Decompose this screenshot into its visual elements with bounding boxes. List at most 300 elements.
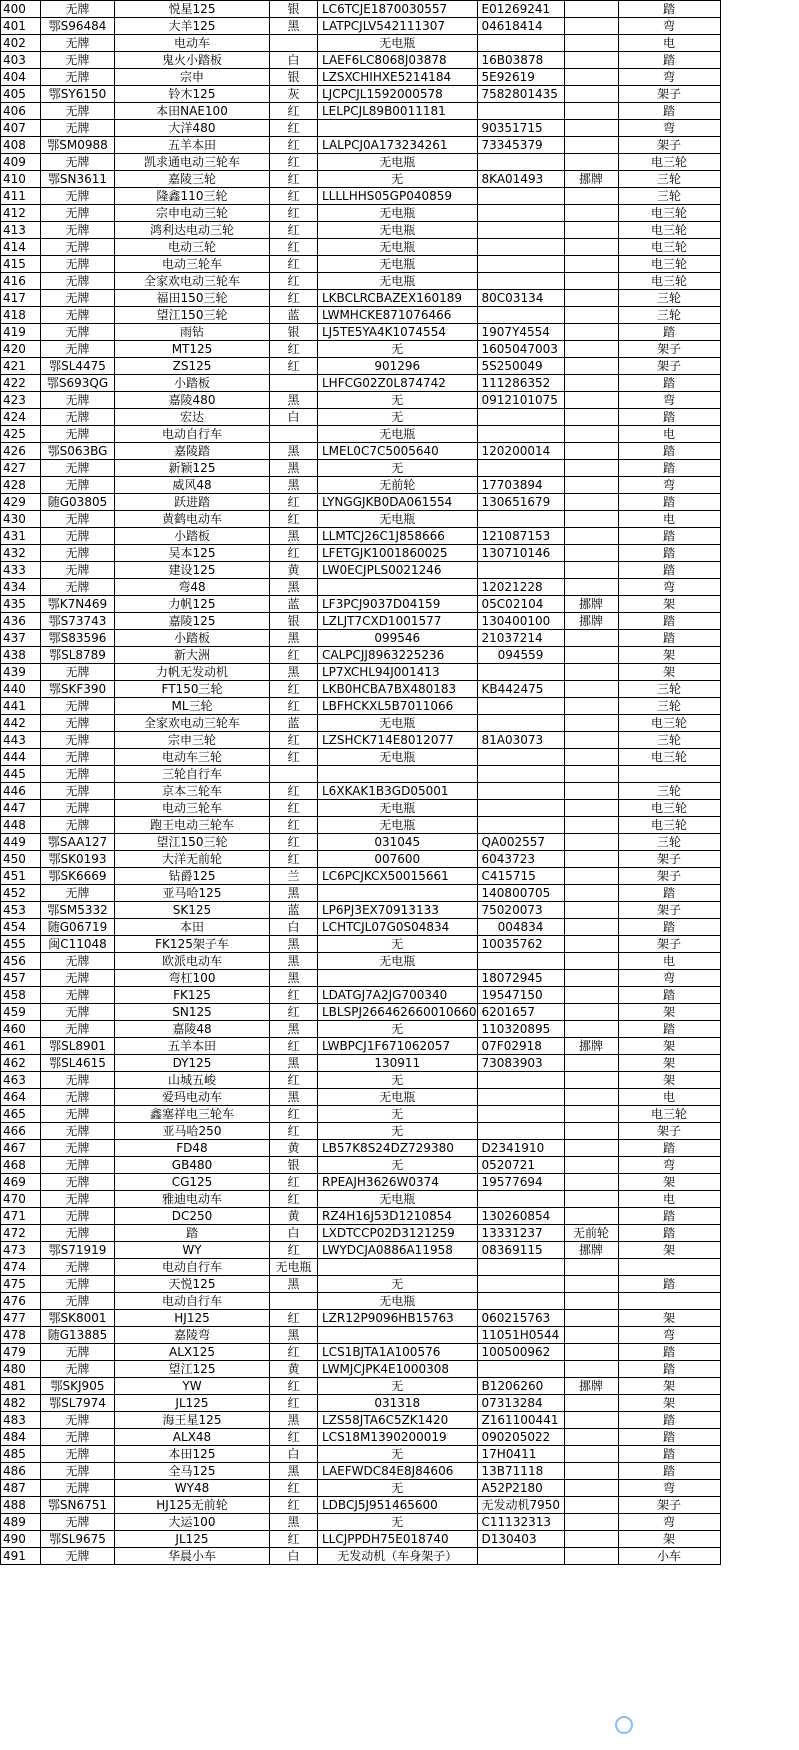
table-row: [1, 35, 721, 52]
plate-cell: 无牌: [41, 1004, 115, 1021]
color-cell: 黑: [270, 664, 318, 681]
model-cell: 鑫塞祥电三轮车: [115, 1106, 270, 1123]
color-cell: 黑: [270, 1089, 318, 1106]
note-cell: [564, 1514, 618, 1531]
table-row: [1, 749, 721, 766]
table-row: [1, 1225, 721, 1242]
type-cell: 踏: [618, 630, 720, 647]
engine-cell: 130260854: [477, 1208, 564, 1225]
vin-cell: 无电瓶: [318, 1293, 478, 1310]
engine-cell: [477, 307, 564, 324]
model-cell: 华晨小车: [115, 1548, 270, 1565]
vin-cell: 130911: [318, 1055, 478, 1072]
row-number: 403: [1, 52, 41, 69]
vin-cell: LC6PCJKCX50015661: [318, 868, 478, 885]
plate-cell: 鄂S71919: [41, 1242, 115, 1259]
model-cell: 五羊本田: [115, 137, 270, 154]
row-number: 438: [1, 647, 41, 664]
engine-cell: 90351715: [477, 120, 564, 137]
note-cell: [564, 1446, 618, 1463]
note-cell: [564, 290, 618, 307]
plate-cell: 无牌: [41, 1191, 115, 1208]
vin-cell: LJ5TE5YA4K1074554: [318, 324, 478, 341]
type-cell: 电: [618, 35, 720, 52]
table-row: [1, 1038, 721, 1055]
engine-cell: 0520721: [477, 1157, 564, 1174]
plate-cell: 无牌: [41, 426, 115, 443]
engine-cell: B1206260: [477, 1378, 564, 1395]
plate-cell: 无牌: [41, 1225, 115, 1242]
color-cell: 红: [270, 222, 318, 239]
plate-cell: 无牌: [41, 885, 115, 902]
row-number: 462: [1, 1055, 41, 1072]
engine-cell: [477, 800, 564, 817]
type-cell: 弯: [618, 477, 720, 494]
note-cell: [564, 1531, 618, 1548]
plate-cell: 无牌: [41, 698, 115, 715]
color-cell: 黄: [270, 1361, 318, 1378]
row-number: 448: [1, 817, 41, 834]
color-cell: [270, 1293, 318, 1310]
table-row: [1, 1208, 721, 1225]
model-cell: 电动三轮车: [115, 256, 270, 273]
plate-cell: 无牌: [41, 188, 115, 205]
note-cell: [564, 426, 618, 443]
vin-cell: 901296: [318, 358, 478, 375]
type-cell: [618, 1259, 720, 1276]
model-cell: ALX48: [115, 1429, 270, 1446]
engine-cell: [477, 460, 564, 477]
engine-cell: [477, 562, 564, 579]
type-cell: 架子: [618, 1497, 720, 1514]
row-number: 460: [1, 1021, 41, 1038]
plate-cell: 鄂SL4475: [41, 358, 115, 375]
plate-cell: 无牌: [41, 1123, 115, 1140]
model-cell: 电动三轮车: [115, 800, 270, 817]
type-cell: 架: [618, 1038, 720, 1055]
row-number: 454: [1, 919, 41, 936]
vin-cell: [318, 766, 478, 783]
type-cell: 弯: [618, 1157, 720, 1174]
color-cell: 红: [270, 1531, 318, 1548]
table-row: [1, 885, 721, 902]
row-number: 436: [1, 613, 41, 630]
plate-cell: 鄂SK8001: [41, 1310, 115, 1327]
note-cell: 挪牌: [564, 1378, 618, 1395]
vin-cell: 无电瓶: [318, 222, 478, 239]
engine-cell: [477, 1072, 564, 1089]
row-number: 424: [1, 409, 41, 426]
type-cell: 电三轮: [618, 154, 720, 171]
color-cell: 红: [270, 851, 318, 868]
table-row: [1, 52, 721, 69]
note-cell: [564, 885, 618, 902]
color-cell: 黄: [270, 562, 318, 579]
color-cell: 红: [270, 800, 318, 817]
row-number: 421: [1, 358, 41, 375]
note-cell: [564, 358, 618, 375]
plate-cell: 鄂SN3611: [41, 171, 115, 188]
model-cell: 海王星125: [115, 1412, 270, 1429]
model-cell: GB480: [115, 1157, 270, 1174]
color-cell: 黑: [270, 970, 318, 987]
note-cell: [564, 1293, 618, 1310]
plate-cell: 鄂SM0988: [41, 137, 115, 154]
plate-cell: 鄂SY6150: [41, 86, 115, 103]
plate-cell: 无牌: [41, 1463, 115, 1480]
color-cell: 白: [270, 52, 318, 69]
note-cell: [564, 460, 618, 477]
type-cell: 电三轮: [618, 1106, 720, 1123]
table-row: [1, 1310, 721, 1327]
row-number: 409: [1, 154, 41, 171]
engine-cell: [477, 239, 564, 256]
plate-cell: 无牌: [41, 1293, 115, 1310]
engine-cell: 16B03878: [477, 52, 564, 69]
model-cell: 雨钻: [115, 324, 270, 341]
vin-cell: 无电瓶: [318, 953, 478, 970]
row-number: 422: [1, 375, 41, 392]
engine-cell: [477, 1106, 564, 1123]
color-cell: 红: [270, 511, 318, 528]
model-cell: 力帆125: [115, 596, 270, 613]
color-cell: 银: [270, 1, 318, 18]
plate-cell: 无牌: [41, 1140, 115, 1157]
model-cell: YW: [115, 1378, 270, 1395]
vin-cell: LBLSPJ266462660010660: [318, 1004, 478, 1021]
color-cell: 白: [270, 1225, 318, 1242]
vin-cell: LFETGJK1001860025: [318, 545, 478, 562]
model-cell: SN125: [115, 1004, 270, 1021]
plate-cell: 无牌: [41, 1089, 115, 1106]
color-cell: 红: [270, 171, 318, 188]
table-row: [1, 613, 721, 630]
row-number: 431: [1, 528, 41, 545]
engine-cell: 05C02104: [477, 596, 564, 613]
plate-cell: 无牌: [41, 1361, 115, 1378]
type-cell: 三轮: [618, 681, 720, 698]
vin-cell: 无电瓶: [318, 205, 478, 222]
vin-cell: [318, 1259, 478, 1276]
row-number: 412: [1, 205, 41, 222]
engine-cell: 130651679: [477, 494, 564, 511]
table-row: [1, 1157, 721, 1174]
model-cell: 全家欢电动三轮车: [115, 715, 270, 732]
color-cell: 白: [270, 409, 318, 426]
table-row: [1, 715, 721, 732]
model-cell: 京本三轮车: [115, 783, 270, 800]
color-cell: 黄: [270, 1208, 318, 1225]
plate-cell: 无牌: [41, 715, 115, 732]
type-cell: 弯: [618, 392, 720, 409]
model-cell: FK125: [115, 987, 270, 1004]
row-number: 487: [1, 1480, 41, 1497]
row-number: 432: [1, 545, 41, 562]
note-cell: [564, 1395, 618, 1412]
engine-cell: 75020073: [477, 902, 564, 919]
vin-cell: LF3PCJ9037D04159: [318, 596, 478, 613]
engine-cell: 111286352: [477, 375, 564, 392]
table-row: [1, 970, 721, 987]
note-cell: [564, 239, 618, 256]
model-cell: 凯求通电动三轮车: [115, 154, 270, 171]
engine-cell: 004834: [477, 919, 564, 936]
note-cell: [564, 834, 618, 851]
model-cell: JL125: [115, 1531, 270, 1548]
table-row: [1, 426, 721, 443]
type-cell: 架: [618, 1378, 720, 1395]
row-number: 480: [1, 1361, 41, 1378]
row-number: 474: [1, 1259, 41, 1276]
color-cell: 黑: [270, 477, 318, 494]
table-row: [1, 1242, 721, 1259]
color-cell: [270, 375, 318, 392]
table-row: [1, 392, 721, 409]
note-cell: [564, 1497, 618, 1514]
type-cell: 电: [618, 426, 720, 443]
table-row: [1, 936, 721, 953]
table-row: [1, 103, 721, 120]
vin-cell: CALPCJJ8963225236: [318, 647, 478, 664]
model-cell: 吴本125: [115, 545, 270, 562]
model-cell: WY48: [115, 1480, 270, 1497]
note-cell: [564, 868, 618, 885]
model-cell: 嘉陵480: [115, 392, 270, 409]
color-cell: 红: [270, 154, 318, 171]
engine-cell: [477, 1089, 564, 1106]
row-number: 442: [1, 715, 41, 732]
engine-cell: Z161100441: [477, 1412, 564, 1429]
color-cell: 红: [270, 749, 318, 766]
type-cell: 弯: [618, 1480, 720, 1497]
table-row: [1, 817, 721, 834]
type-cell: 架: [618, 1395, 720, 1412]
watermark-icon: [615, 1716, 633, 1734]
vin-cell: 无电瓶: [318, 749, 478, 766]
color-cell: 黑: [270, 460, 318, 477]
row-number: 467: [1, 1140, 41, 1157]
row-number: 449: [1, 834, 41, 851]
type-cell: 架: [618, 1174, 720, 1191]
plate-cell: 无牌: [41, 69, 115, 86]
engine-cell: 04618414: [477, 18, 564, 35]
row-number: 488: [1, 1497, 41, 1514]
model-cell: 小踏板: [115, 375, 270, 392]
model-cell: 五羊本田: [115, 1038, 270, 1055]
model-cell: 嘉陵48: [115, 1021, 270, 1038]
vin-cell: 无电瓶: [318, 800, 478, 817]
row-number: 435: [1, 596, 41, 613]
type-cell: 架: [618, 647, 720, 664]
color-cell: 黑: [270, 630, 318, 647]
vin-cell: 无: [318, 1480, 478, 1497]
model-cell: FK125架子车: [115, 936, 270, 953]
vin-cell: 无: [318, 936, 478, 953]
type-cell: 踏: [618, 324, 720, 341]
plate-cell: 无牌: [41, 1412, 115, 1429]
note-cell: [564, 35, 618, 52]
model-cell: 威风48: [115, 477, 270, 494]
color-cell: 无电瓶: [270, 1259, 318, 1276]
model-cell: 跑王电动三轮车: [115, 817, 270, 834]
color-cell: 红: [270, 1310, 318, 1327]
type-cell: 踏: [618, 1361, 720, 1378]
model-cell: 宗申三轮: [115, 732, 270, 749]
color-cell: 红: [270, 1191, 318, 1208]
table-row: [1, 1395, 721, 1412]
engine-cell: [477, 273, 564, 290]
note-cell: [564, 800, 618, 817]
note-cell: [564, 1106, 618, 1123]
row-number: 471: [1, 1208, 41, 1225]
note-cell: [564, 579, 618, 596]
vin-cell: LB57K8S24DZ729380: [318, 1140, 478, 1157]
engine-cell: 0912101075: [477, 392, 564, 409]
note-cell: [564, 511, 618, 528]
table-row: [1, 1123, 721, 1140]
plate-cell: 无牌: [41, 800, 115, 817]
type-cell: 弯: [618, 18, 720, 35]
row-number: 466: [1, 1123, 41, 1140]
table-row: [1, 1072, 721, 1089]
type-cell: 电三轮: [618, 222, 720, 239]
plate-cell: 无牌: [41, 783, 115, 800]
color-cell: 红: [270, 1106, 318, 1123]
engine-cell: 19577694: [477, 1174, 564, 1191]
engine-cell: 110320895: [477, 1021, 564, 1038]
model-cell: 山城五峻: [115, 1072, 270, 1089]
table-row: [1, 664, 721, 681]
plate-cell: 无牌: [41, 749, 115, 766]
row-number: 428: [1, 477, 41, 494]
row-number: 468: [1, 1157, 41, 1174]
color-cell: 红: [270, 256, 318, 273]
plate-cell: 随G13885: [41, 1327, 115, 1344]
engine-cell: 17H0411: [477, 1446, 564, 1463]
row-number: 437: [1, 630, 41, 647]
model-cell: 鬼火小踏板: [115, 52, 270, 69]
model-cell: 全马125: [115, 1463, 270, 1480]
table-row: [1, 851, 721, 868]
vin-cell: 无电瓶: [318, 239, 478, 256]
row-number: 470: [1, 1191, 41, 1208]
note-cell: [564, 1344, 618, 1361]
table-row: [1, 205, 721, 222]
engine-cell: [477, 749, 564, 766]
model-cell: 大洋480: [115, 120, 270, 137]
type-cell: 弯: [618, 579, 720, 596]
table-row: [1, 1276, 721, 1293]
type-cell: 三轮: [618, 290, 720, 307]
row-number: 476: [1, 1293, 41, 1310]
engine-cell: 090205022: [477, 1429, 564, 1446]
color-cell: 银: [270, 69, 318, 86]
plate-cell: 无牌: [41, 1514, 115, 1531]
type-cell: 踏: [618, 494, 720, 511]
plate-cell: 鄂S83596: [41, 630, 115, 647]
vin-cell: LMEL0C7C5005640: [318, 443, 478, 460]
vin-cell: LHFCG02Z0L874742: [318, 375, 478, 392]
vin-cell: LWMHCKE871076466: [318, 307, 478, 324]
color-cell: 黑: [270, 1327, 318, 1344]
engine-cell: KB442475: [477, 681, 564, 698]
vin-cell: LZLJT7CXD1001577: [318, 613, 478, 630]
color-cell: 白: [270, 919, 318, 936]
plate-cell: 无牌: [41, 1446, 115, 1463]
plate-cell: 鄂SN6751: [41, 1497, 115, 1514]
type-cell: 电三轮: [618, 239, 720, 256]
type-cell: 三轮: [618, 188, 720, 205]
color-cell: 白: [270, 1446, 318, 1463]
plate-cell: 鄂SKF390: [41, 681, 115, 698]
model-cell: 望江150三轮: [115, 307, 270, 324]
plate-cell: 无牌: [41, 817, 115, 834]
note-cell: [564, 528, 618, 545]
plate-cell: 无牌: [41, 103, 115, 120]
color-cell: 黑: [270, 392, 318, 409]
type-cell: 踏: [618, 528, 720, 545]
color-cell: 银: [270, 324, 318, 341]
model-cell: 亚马哈125: [115, 885, 270, 902]
note-cell: [564, 698, 618, 715]
engine-cell: 5E92619: [477, 69, 564, 86]
row-number: 485: [1, 1446, 41, 1463]
color-cell: 红: [270, 681, 318, 698]
engine-cell: [477, 1191, 564, 1208]
model-cell: 全家欢电动三轮车: [115, 273, 270, 290]
type-cell: 架子: [618, 936, 720, 953]
type-cell: 踏: [618, 375, 720, 392]
vin-cell: [318, 579, 478, 596]
color-cell: 红: [270, 358, 318, 375]
table-row: [1, 120, 721, 137]
engine-cell: 1605047003: [477, 341, 564, 358]
note-cell: [564, 987, 618, 1004]
note-cell: 挪牌: [564, 596, 618, 613]
color-cell: 红: [270, 341, 318, 358]
vin-cell: [318, 970, 478, 987]
engine-cell: 73083903: [477, 1055, 564, 1072]
type-cell: 踏: [618, 1021, 720, 1038]
engine-cell: 13331237: [477, 1225, 564, 1242]
color-cell: 黑: [270, 18, 318, 35]
plate-cell: 无牌: [41, 1174, 115, 1191]
row-number: 408: [1, 137, 41, 154]
vin-cell: L6XKAK1B3GD05001: [318, 783, 478, 800]
vin-cell: LXDTCCP02D3121259: [318, 1225, 478, 1242]
engine-cell: C415715: [477, 868, 564, 885]
model-cell: 弯杠100: [115, 970, 270, 987]
table-row: [1, 222, 721, 239]
plate-cell: 无牌: [41, 409, 115, 426]
model-cell: 大洋无前轮: [115, 851, 270, 868]
note-cell: [564, 953, 618, 970]
plate-cell: 鄂K7N469: [41, 596, 115, 613]
note-cell: [564, 154, 618, 171]
note-cell: [564, 1140, 618, 1157]
vin-cell: [318, 1327, 478, 1344]
vin-cell: LCS18M1390200019: [318, 1429, 478, 1446]
note-cell: [564, 1361, 618, 1378]
row-number: 426: [1, 443, 41, 460]
row-number: 414: [1, 239, 41, 256]
type-cell: 踏: [618, 1, 720, 18]
row-number: 465: [1, 1106, 41, 1123]
model-cell: DC250: [115, 1208, 270, 1225]
vin-cell: 无: [318, 341, 478, 358]
type-cell: 踏: [618, 562, 720, 579]
color-cell: 银: [270, 613, 318, 630]
